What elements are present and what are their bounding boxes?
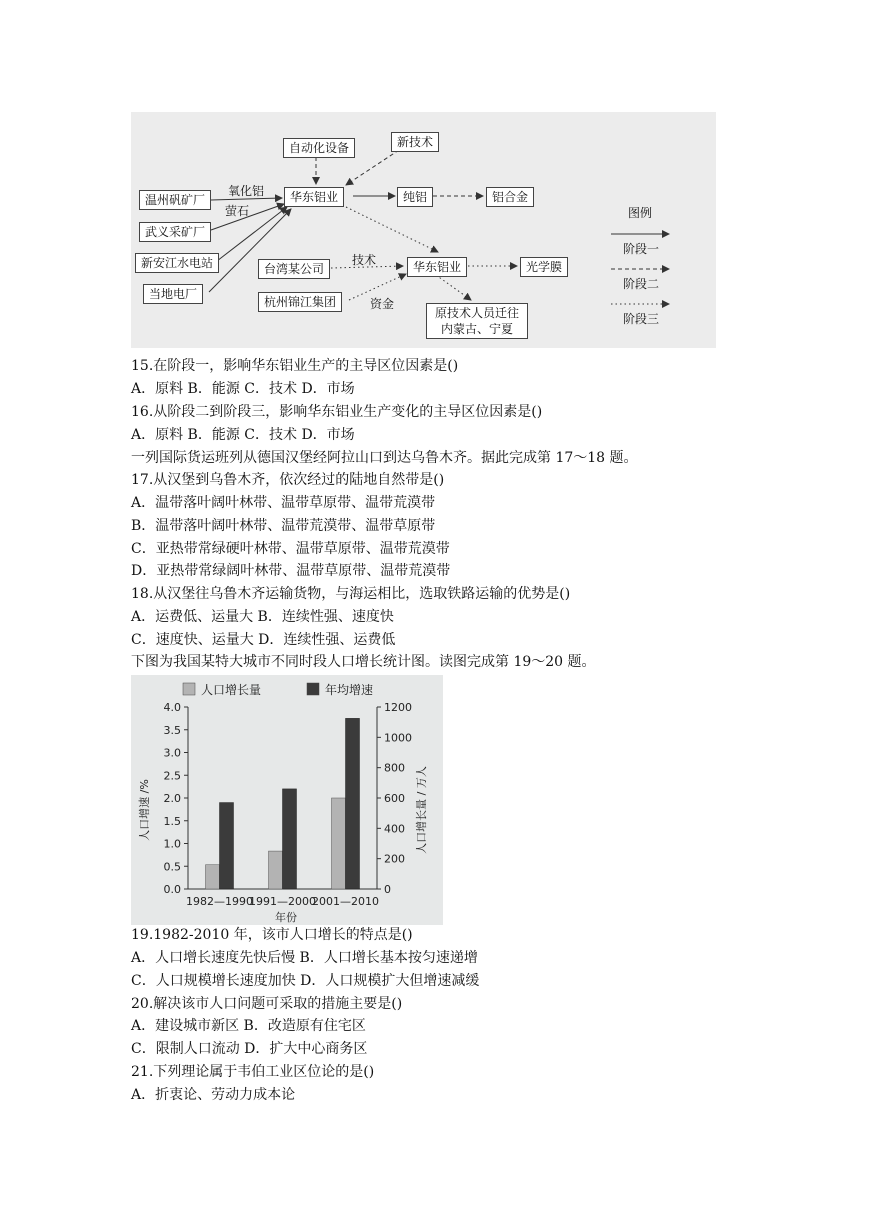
y-tick-label-left: 1.5 (163, 814, 181, 828)
intro-19-20: 下图为我国某特大城市不同时段人口增长统计图。读图完成第 19～20 题。 (131, 654, 596, 670)
bar-annual-rate (283, 789, 297, 889)
node-staff (426, 303, 528, 339)
question-17: 17.从汉堡到乌鲁木齐，依次经过的陆地自然带是() (131, 472, 445, 488)
y-axis-left-label: 人口增速 /% (138, 779, 151, 841)
y-axis-right-label: 人口增长量 / 万人 (415, 766, 428, 854)
y-tick-label-right: 1000 (384, 731, 412, 745)
legend-label-growth: 人口增长量 (201, 683, 262, 697)
question-17-option-a: A．温带落叶阔叶林带、温带草原带、温带荒漠带 (131, 495, 436, 511)
y-tick-label-left: 3.5 (163, 723, 181, 737)
legend-label-rate: 年均增速 (325, 683, 374, 697)
question-17-option-b: B．温带落叶阔叶林带、温带荒漠带、温带草原带 (131, 518, 436, 534)
question-20-options-ab: A．建设城市新区 B．改造原有住宅区 (131, 1018, 366, 1034)
intro-17-18: 一列国际货运班列从德国汉堡经阿拉山口到达乌鲁木齐。据此完成第 17～18 题。 (131, 450, 638, 466)
question-16-options: A．原料 B．能源 C．技术 D．市场 (131, 427, 355, 443)
question-18-options-ab: A．运费低、运量大 B．连续性强、速度快 (131, 609, 394, 625)
node-huadong1: 华东铝业 (284, 187, 344, 207)
question-15-options: A．原料 B．能源 C．技术 D．市场 (131, 381, 355, 397)
label-fluorite: 萤石 (225, 204, 250, 218)
node-xinanjiang: 新安江水电站 (135, 253, 219, 273)
arrow-local-power (209, 209, 291, 292)
y-tick-label-left: 0.5 (163, 860, 181, 874)
node-local-power: 当地电厂 (143, 284, 203, 304)
question-17-option-d: D．亚热带常绿阔叶林带、温带草原带、温带荒漠带 (131, 563, 451, 579)
y-tick-label-left: 1.0 (163, 837, 181, 851)
question-16: 16.从阶段二到阶段三，影响华东铝业生产变化的主导区位因素是() (131, 404, 543, 420)
arrow-to-staff (436, 275, 471, 300)
legend-stage3: 阶段三 (623, 312, 660, 326)
node-staff-line2: 内蒙古、宁夏 (441, 322, 514, 336)
question-20-options-cd: C．限制人口流动 D．扩大中心商务区 (131, 1041, 368, 1057)
y-tick-label-left: 0.0 (163, 883, 181, 896)
question-17-option-c: C．亚热带常绿硬叶林带、温带草原带、温带荒漠带 (131, 541, 450, 557)
bar-annual-rate (220, 803, 234, 889)
bar-annual-rate (346, 718, 360, 889)
label-tech: 技术 (352, 253, 377, 267)
question-15: 15.在阶段一，影响华东铝业生产的主导区位因素是() (131, 358, 459, 374)
question-18-options-cd: C．速度快、运量大 D．连续性强、运费低 (131, 632, 396, 648)
population-chart-svg (131, 675, 443, 925)
question-19: 19.1982-2010 年，该市人口增长的特点是() (131, 927, 413, 943)
node-pure-al: 纯铝 (397, 187, 433, 207)
node-staff-line1: 原技术人员迁往 (435, 306, 520, 320)
label-capital: 资金 (370, 297, 395, 311)
x-tick-label: 1991—2000 (249, 895, 316, 908)
question-19-options-ab: A．人口增长速度先快后慢 B．人口增长基本按匀速递增 (131, 950, 478, 966)
node-new-tech: 新技术 (391, 132, 439, 152)
y-tick-label-right: 800 (384, 761, 405, 775)
arrow-stage3 (346, 207, 438, 252)
y-tick-label-right: 1200 (384, 701, 412, 714)
legend-swatch-growth (183, 683, 195, 695)
industry-flow-diagram (131, 112, 716, 348)
node-wuyi: 武义采矿厂 (139, 222, 211, 242)
y-tick-label-left: 4.0 (163, 701, 181, 714)
label-alumina: 氧化铝 (228, 184, 265, 198)
bar-population-growth (206, 865, 220, 889)
bar-population-growth (269, 851, 283, 889)
bar-population-growth (332, 798, 346, 889)
node-huadong2: 华东铝业 (407, 257, 467, 277)
question-19-options-cd: C．人口规模增长速度加快 D．人口规模扩大但增速减缓 (131, 973, 480, 989)
node-taiwan: 台湾某公司 (258, 259, 330, 279)
legend-stage2: 阶段二 (623, 277, 660, 291)
legend-swatch-rate (307, 683, 319, 695)
y-tick-label-left: 2.0 (163, 792, 181, 805)
legend-stage1: 阶段一 (623, 242, 660, 256)
y-tick-label-right: 600 (384, 792, 405, 805)
question-18: 18.从汉堡往乌鲁木齐运输货物，与海运相比，选取铁路运输的优势是() (131, 586, 571, 602)
y-tick-label-right: 400 (384, 822, 405, 836)
node-automation: 自动化设备 (283, 138, 355, 158)
chart-legend (183, 682, 373, 697)
question-21-option-a: A．折衷论、劳动力成本论 (131, 1087, 296, 1103)
x-tick-label: 1982—1990 (186, 895, 253, 908)
node-optical: 光学膜 (520, 257, 568, 277)
y-tick-label-left: 3.0 (163, 746, 181, 760)
x-axis-label: 年份 (275, 911, 297, 924)
x-tick-label: 2001—2010 (312, 895, 379, 908)
node-wenzhou: 温州矾矿厂 (139, 190, 211, 210)
y-tick-label-right: 0 (384, 883, 391, 896)
node-hangzhou: 杭州锦江集团 (258, 292, 342, 312)
node-alloy: 铝合金 (486, 187, 534, 207)
legend-title: 图例 (628, 206, 653, 220)
question-21: 21.下列理论属于韦伯工业区位论的是() (131, 1064, 375, 1080)
question-20: 20.解决该市人口问题可采取的措施主要是() (131, 996, 403, 1012)
population-chart (131, 675, 443, 925)
y-tick-label-right: 200 (384, 852, 405, 866)
y-tick-label-left: 2.5 (163, 769, 181, 783)
